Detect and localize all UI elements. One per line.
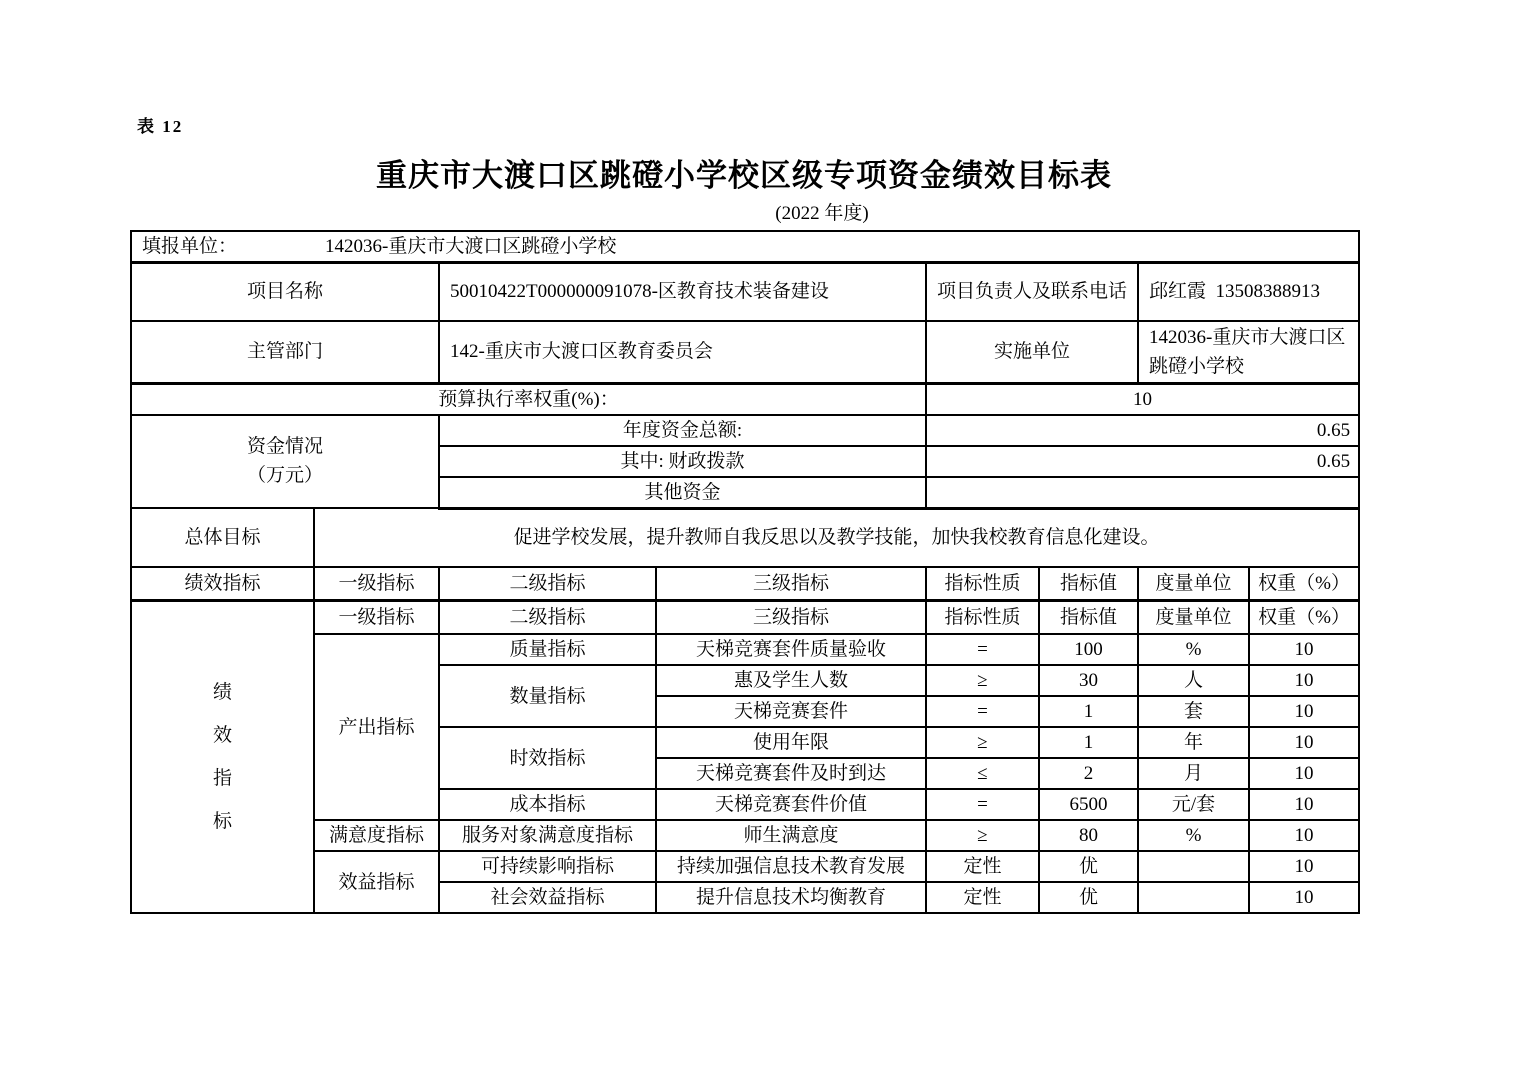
funds-section-label-cell [131,415,439,509]
funds-total-value-cell: 0.65 [926,415,1359,446]
weight-cell: 10 [1249,820,1359,851]
level2-cell: 数量指标 [439,665,656,727]
nature-cell: = [926,696,1039,727]
funds-other-value-cell [926,477,1359,509]
header-unit-cell: 度量单位 [1138,567,1249,600]
budget-rate-value-cell: 10 [926,383,1359,415]
report-unit-value: 142036-重庆市大渡口区跳磴小学校 [325,236,617,257]
level1-output-cell: 产出指标 [314,634,439,820]
level3-cell: 天梯竞赛套件质量验收 [656,634,926,665]
unit-cell: 套 [1138,696,1249,727]
header-unit-cell: 度量单位 [1138,600,1249,634]
project-leader-label-cell: 项目负责人及联系电话 [926,263,1138,321]
nature-cell: 定性 [926,882,1039,913]
unit-cell [1138,882,1249,913]
department-row [131,321,1359,384]
unit-cell: 人 [1138,665,1249,696]
level2-cell: 社会效益指标 [439,882,656,913]
value-cell: 100 [1039,634,1138,665]
page-subtitle: (2022 年度) [775,203,869,224]
report-unit-label: 填报单位： [142,236,238,257]
project-name-row [131,263,1359,321]
indicator-row [131,820,1359,851]
level3-cell: 师生满意度 [656,820,926,851]
funds-total-row [131,415,1359,446]
budget-rate-label-cell: 预算执行率权重(%)： [131,383,926,415]
weight-cell: 10 [1249,758,1359,789]
header-weight-cell: 权重（%） [1249,567,1359,600]
level2-cell: 成本指标 [439,789,656,820]
unit-cell [1138,851,1249,882]
value-cell: 2 [1039,758,1138,789]
funds-label-line1: 资金情况 [246,436,323,458]
weight-cell: 10 [1249,851,1359,882]
implement-unit-value-cell: 142036-重庆市大渡口区跳磴小学校 [1138,321,1359,384]
indicator-section-label-cell: 绩效指标 [131,567,314,600]
indicator-header-row-1 [131,567,1359,600]
value-cell: 优 [1039,851,1138,882]
weight-cell: 10 [1249,727,1359,758]
funds-label-line2: （万元） [246,465,323,487]
header-nature-cell: 指标性质 [926,567,1039,600]
budget-rate-row [131,383,1359,415]
unit-cell: % [1138,820,1249,851]
indicator-row [131,634,1359,665]
overall-goal-value-cell: 促进学校发展，提升教师自我反思以及教学技能，加快我校教育信息化建设。 [314,508,1359,567]
indicator-section-vertical-label: 绩效指标 [212,681,232,832]
level3-cell: 天梯竞赛套件 [656,696,926,727]
project-name-label-cell: 项目名称 [131,263,439,321]
header-value-cell: 指标值 [1039,600,1138,634]
department-value-cell: 142-重庆市大渡口区教育委员会 [439,321,926,384]
weight-cell: 10 [1249,665,1359,696]
level3-cell: 提升信息技术均衡教育 [656,882,926,913]
value-cell: 1 [1039,696,1138,727]
value-cell: 6500 [1039,789,1138,820]
indicator-header-row-2 [131,600,1359,634]
unit-cell: 元/套 [1138,789,1249,820]
weight-cell: 10 [1249,634,1359,665]
project-name-value-cell: 50010422T000000091078-区教育技术装备建设 [439,263,926,321]
funds-total-label-cell: 年度资金总额: [439,415,926,446]
implement-unit-label-cell: 实施单位 [926,321,1138,384]
level2-cell: 时效指标 [439,727,656,789]
nature-cell: ≥ [926,727,1039,758]
level2-cell: 可持续影响指标 [439,851,656,882]
nature-cell: = [926,634,1039,665]
nature-cell: ≥ [926,820,1039,851]
value-cell: 1 [1039,727,1138,758]
header-level2-cell: 二级指标 [439,600,656,634]
indicator-row [131,851,1359,882]
page-title: 重庆市大渡口区跳磴小学校区级专项资金绩效目标表 [376,158,1112,193]
level3-cell: 使用年限 [656,727,926,758]
header-level1-cell: 一级指标 [314,600,439,634]
level1-benefit-cell: 效益指标 [314,851,439,913]
department-label-cell: 主管部门 [131,321,439,384]
header-value-cell: 指标值 [1039,567,1138,600]
level3-cell: 持续加强信息技术教育发展 [656,851,926,882]
funds-fiscal-label-cell: 其中: 财政拨款 [439,446,926,477]
header-level2-cell: 二级指标 [439,567,656,600]
report-unit-row [131,231,1359,263]
overall-goal-row [131,508,1359,567]
nature-cell: 定性 [926,851,1039,882]
weight-cell: 10 [1249,882,1359,913]
table-tag: 表 12 [137,117,184,136]
unit-cell: % [1138,634,1249,665]
indicator-section-vertical-cell [131,600,314,913]
value-cell: 30 [1039,665,1138,696]
nature-cell: ≥ [926,665,1039,696]
header-level1-cell: 一级指标 [314,567,439,600]
level2-cell: 质量指标 [439,634,656,665]
value-cell: 80 [1039,820,1138,851]
level2-cell: 服务对象满意度指标 [439,820,656,851]
level3-cell: 天梯竞赛套件及时到达 [656,758,926,789]
level3-cell: 惠及学生人数 [656,665,926,696]
header-level3-cell: 三级指标 [656,600,926,634]
value-cell: 优 [1039,882,1138,913]
weight-cell: 10 [1249,696,1359,727]
overall-goal-label-cell: 总体目标 [131,508,314,567]
unit-cell: 月 [1138,758,1249,789]
performance-target-table [130,230,1360,914]
header-weight-cell: 权重（%） [1249,600,1359,634]
weight-cell: 10 [1249,789,1359,820]
nature-cell: = [926,789,1039,820]
project-leader-value-cell: 邱红霞 13508388913 [1138,263,1359,321]
header-nature-cell: 指标性质 [926,600,1039,634]
level1-satisfaction-cell: 满意度指标 [314,820,439,851]
funds-other-label-cell: 其他资金 [439,477,926,509]
unit-cell: 年 [1138,727,1249,758]
header-level3-cell: 三级指标 [656,567,926,600]
nature-cell: ≤ [926,758,1039,789]
funds-fiscal-value-cell: 0.65 [926,446,1359,477]
level3-cell: 天梯竞赛套件价值 [656,789,926,820]
report-unit-cell [131,231,1359,263]
